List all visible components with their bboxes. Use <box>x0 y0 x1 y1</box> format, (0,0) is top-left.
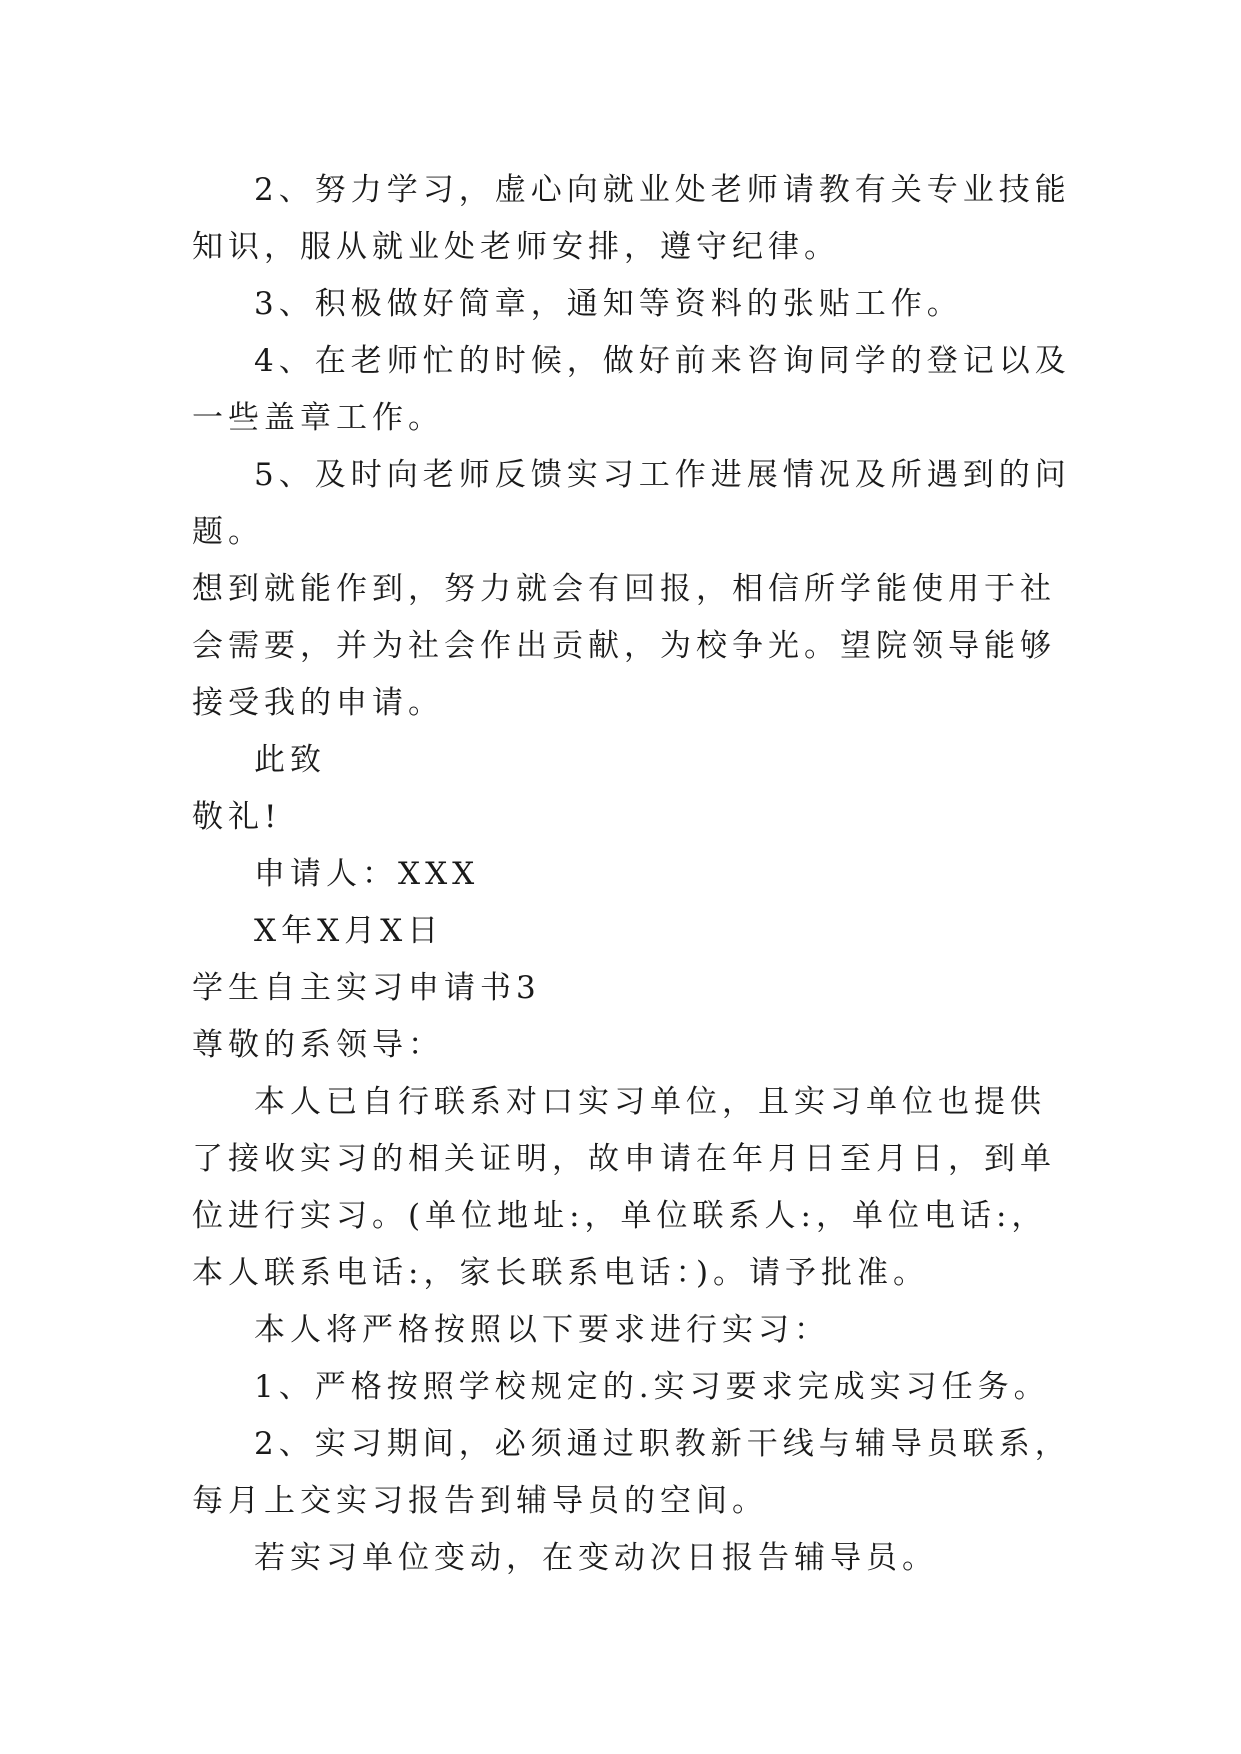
paragraph-item-2: 2、努力学习，虚心向就业处老师请教有关专业技能知识，服从就业处老师安排，遵守纪律。 <box>192 172 1071 265</box>
paragraph-application-body: 本人已自行联系对口实习单位，且实习单位也提供了接收实习的相关证明，故申请在年月日至月日，到单位进行实习。(单位地址:，单位联系人:，单位电话:，本人联系电话:，家长联系电话：)。请予批准。 <box>192 1084 1056 1291</box>
paragraph-requirements-intro: 本人将严格按照以下要求进行实习： <box>254 1312 830 1348</box>
paragraph-item-4: 4、在老师忙的时候，做好前来咨询同学的登记以及一些盖章工作。 <box>192 343 1071 436</box>
paragraph-item-3: 3、积极做好简章，通知等资料的张贴工作。 <box>254 286 963 322</box>
salutation-jingli: 敬礼! <box>192 799 282 835</box>
requirement-item-3: 若实习单位变动，在变动次日报告辅导员。 <box>254 1540 938 1576</box>
section-title: 学生自主实习申请书3 <box>192 970 541 1006</box>
applicant-signature: 申请人：XXX <box>254 856 480 892</box>
paragraph-item-5: 5、及时向老师反馈实习工作进展情况及所遇到的问题。 <box>192 457 1071 550</box>
salutation-cizhi: 此致 <box>254 742 326 778</box>
requirement-item-2: 2、实习期间，必须通过职教新干线与辅导员联系，每月上交实习报告到辅导员的空间。 <box>192 1426 1071 1519</box>
document-body <box>192 162 1072 1587</box>
paragraph-closing-statement: 想到就能作到，努力就会有回报，相信所学能使用于社会需要，并为社会作出贡献，为校争光。望院领导能够接受我的申请。 <box>192 571 1056 721</box>
requirement-item-1: 1、严格按照学校规定的.实习要求完成实习任务。 <box>254 1369 1050 1405</box>
application-date: X年X月X日 <box>254 913 444 949</box>
greeting: 尊敬的系领导： <box>192 1027 444 1063</box>
